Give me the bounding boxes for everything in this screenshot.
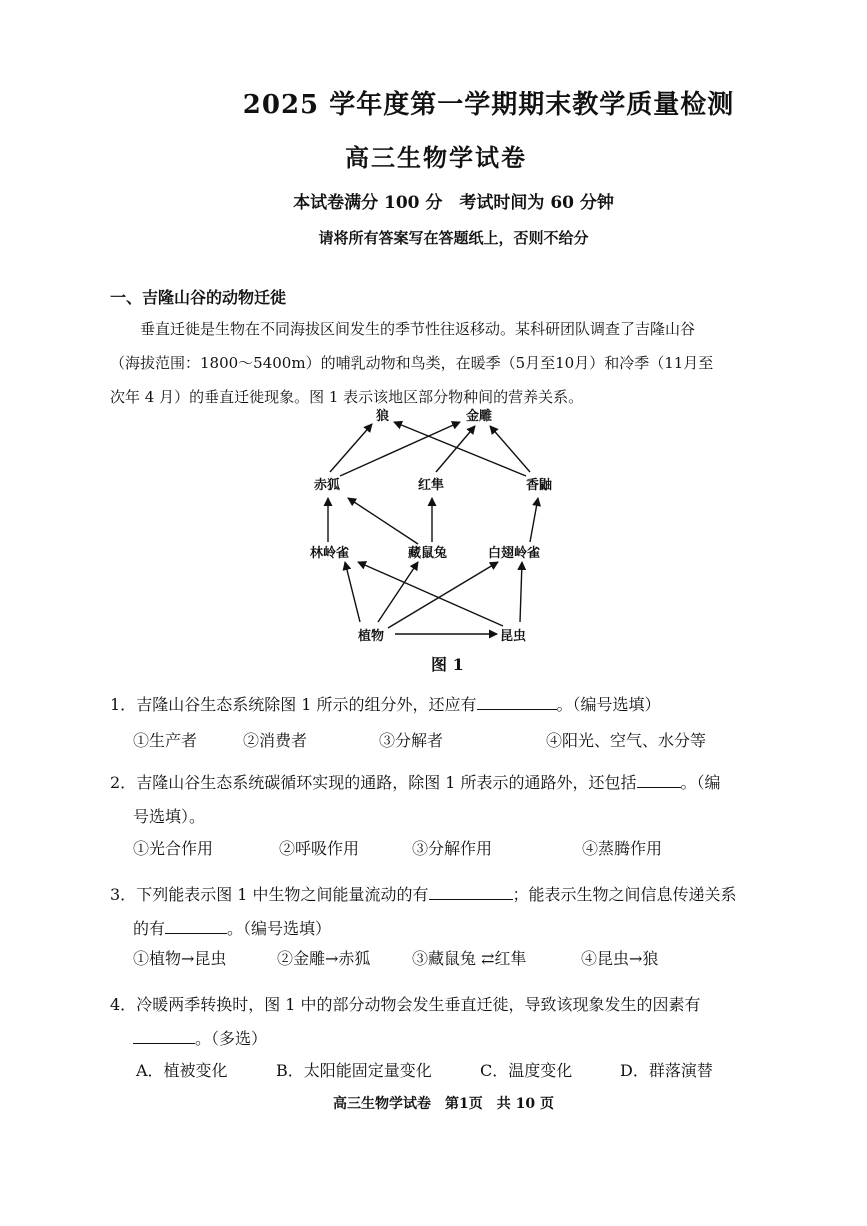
arrow-plant-warbler <box>345 562 360 622</box>
answer-blank-q3b[interactable] <box>165 915 227 934</box>
intro-line-2: （海拔范围：1800～5400m）的哺乳动物和鸟类，在暖季（5月至10月）和冷季（11月至 <box>110 354 714 372</box>
arrow-goral-eagle <box>436 426 475 472</box>
option-item: A．植被变化 <box>136 1061 228 1080</box>
arrow-otter-wolf <box>394 422 526 476</box>
intro-paragraph <box>110 312 770 414</box>
node-insect: 昆虫 <box>500 629 527 644</box>
figure-caption: 图 1 <box>431 655 464 674</box>
option-item: ①光合作用 <box>133 839 214 858</box>
page-footer: 高三生物学试卷 第1页 共 10 页 <box>333 1096 554 1112</box>
option-item: ③分解作用 <box>412 839 493 858</box>
node-plant: 植物 <box>358 629 385 644</box>
arrow-fox-eagle <box>340 422 460 476</box>
food-web-diagram <box>290 400 580 650</box>
option-item: ③藏鼠兔 ⇄红隼 <box>412 949 527 968</box>
node-wolf: 狼 <box>376 409 390 424</box>
option-item: ②消费者 <box>243 731 308 750</box>
option-item: ①生产者 <box>133 731 198 750</box>
node-finch: 白翅岭雀 <box>488 546 541 561</box>
intro-line-3: 次年 4 月）的垂直迁徙现象。图 1 表示该地区部分物种间的营养关系。 <box>110 388 584 406</box>
question-1: 1．吉隆山谷生态系统除图 1 所示的组分外，还应有 。（编号选填） <box>110 688 790 722</box>
intro-line-1: 垂直迁徙是生物在不同海拔区间发生的季节性往返移动。某科研团队调查了吉隆山谷 <box>140 320 696 338</box>
option-item: B．太阳能固定量变化 <box>276 1061 432 1080</box>
node-eagle: 金雕 <box>466 409 493 424</box>
node-otter: 香鼬 <box>526 478 553 493</box>
question-2: 2．吉隆山谷生态系统碳循环实现的通路，除图 1 所表示的通路外，还包括 。（编 号选填）。 <box>110 766 790 834</box>
arrow-finch-otter <box>530 498 538 542</box>
node-pika: 藏鼠兔 <box>408 546 448 561</box>
answer-blank-q4[interactable] <box>133 1025 195 1044</box>
answer-instruction: 请将所有答案写在答题纸上，否则不给分 <box>318 229 589 247</box>
option-item: ①植物→昆虫 <box>133 949 227 968</box>
score-time-info: 本试卷满分 100 分 考试时间为 60 分钟 <box>293 193 614 213</box>
option-item: C．温度变化 <box>480 1061 573 1080</box>
option-item: ④昆虫→狼 <box>581 949 659 968</box>
section-heading: 一、吉隆山谷的动物迁徙 <box>110 288 287 307</box>
arrow-otter-eagle <box>490 426 530 472</box>
exam-subtitle: 高三生物学试卷 <box>345 143 527 172</box>
node-warbler: 林岭雀 <box>310 546 350 561</box>
option-item: ③分解者 <box>379 731 444 750</box>
arrow-pika-fox <box>348 498 418 544</box>
node-fox: 赤狐 <box>314 478 341 493</box>
option-item: ④蒸腾作用 <box>582 839 663 858</box>
node-goral: 红隼 <box>418 478 445 493</box>
option-item: D．群落演替 <box>620 1061 713 1080</box>
question-4: 4．冷暖两季转换时，图 1 中的部分动物会发生垂直迁徙，导致该现象发生的因素有 。（多选） <box>110 995 701 1048</box>
arrow-plant-finch <box>388 562 498 628</box>
option-item: ②金雕→赤狐 <box>277 949 371 968</box>
answer-blank-q2[interactable] <box>637 769 681 788</box>
option-item: ②呼吸作用 <box>279 839 360 858</box>
answer-blank-q3a[interactable] <box>429 881 513 900</box>
exam-title: 2025 学年度第一学期期末教学质量检测 <box>242 90 735 120</box>
option-item: ④阳光、空气、水分等 <box>546 731 707 750</box>
question-3: 3．下列能表示图 1 中生物之间能量流动的有 ；能表示生物之间信息传递关系 的有 。（编号选填） <box>110 878 790 946</box>
answer-blank-q1[interactable] <box>477 691 557 710</box>
arrow-insect-finch <box>520 562 522 622</box>
